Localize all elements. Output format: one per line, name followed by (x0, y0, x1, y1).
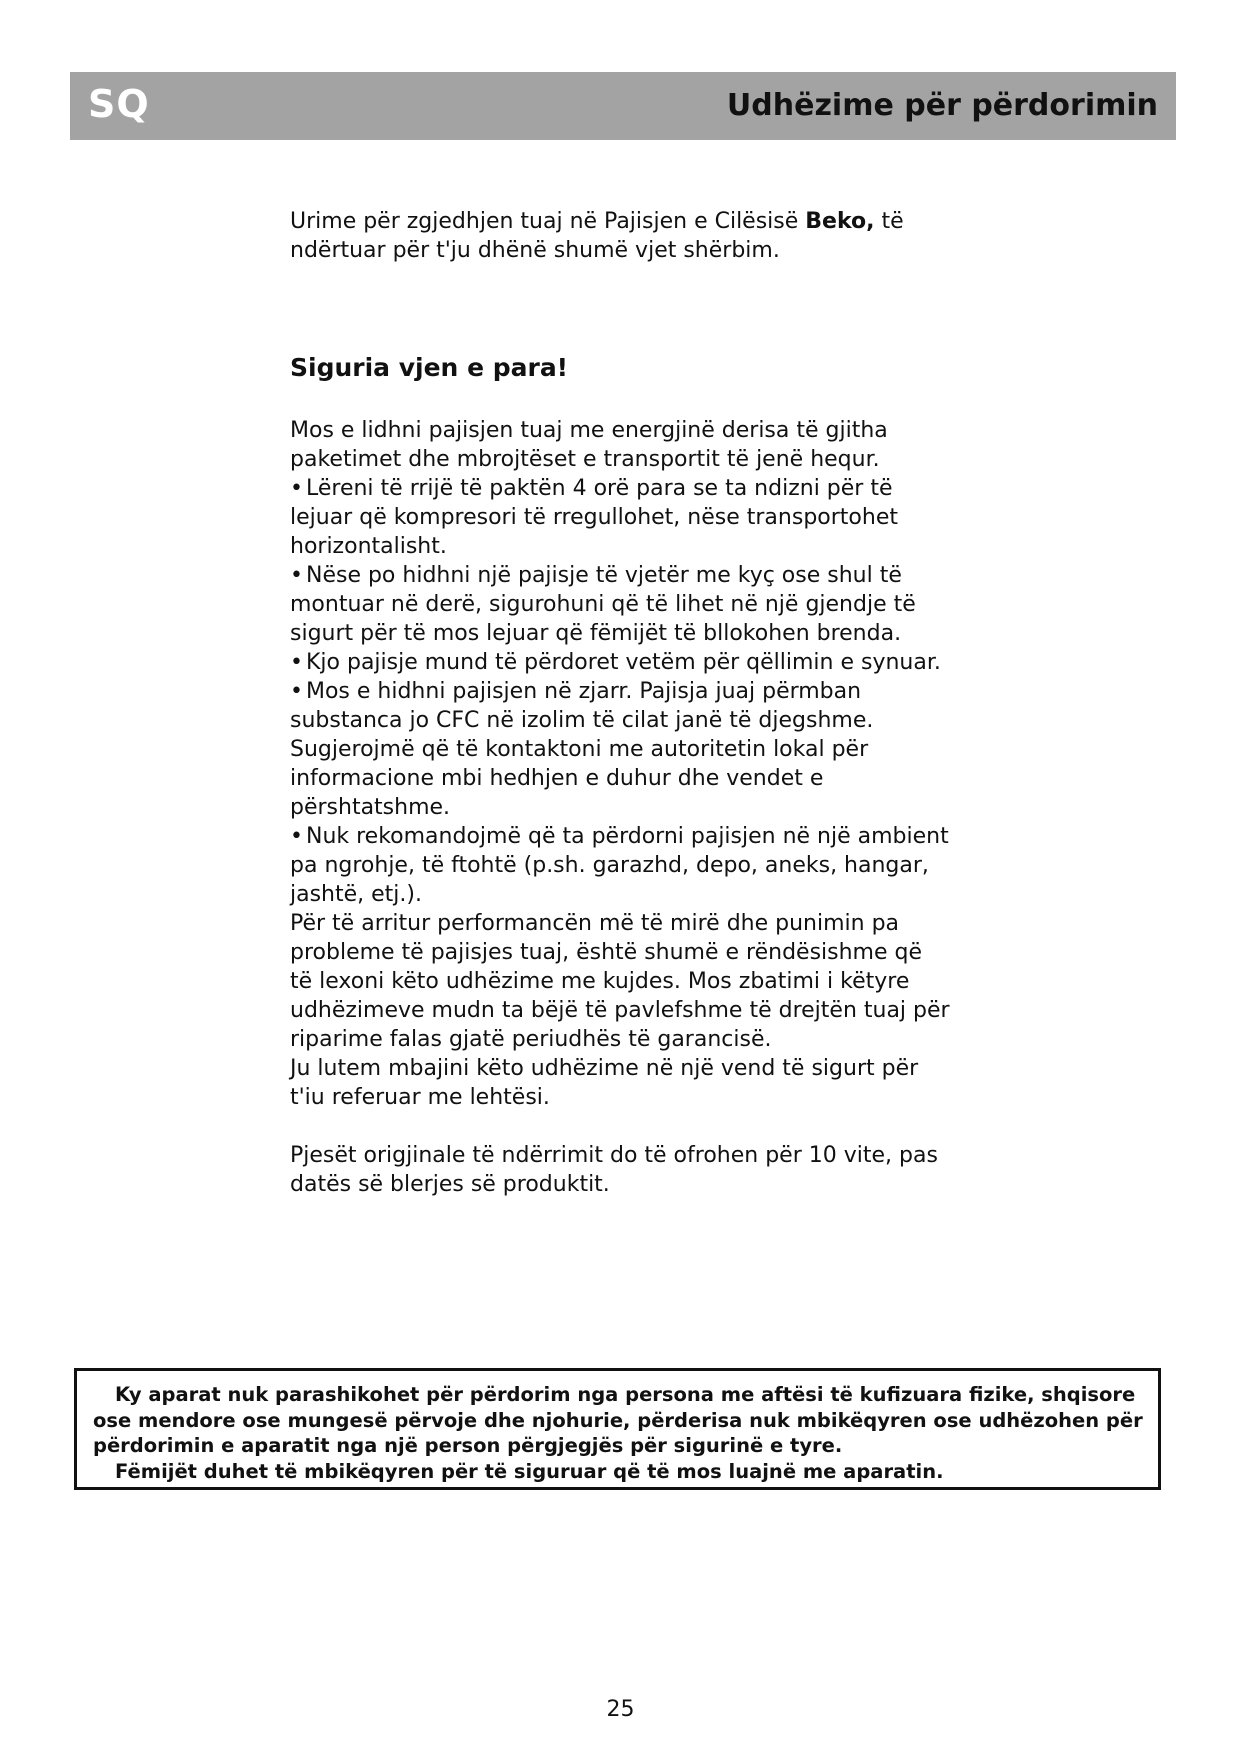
page-number: 25 (606, 1697, 635, 1722)
bullet-marker: • (290, 824, 303, 849)
notice-text-children: Fëmijët duhet të mbikëqyren për të siguruar që të mos luajnë me aparatin. (115, 1459, 944, 1483)
spare-parts-paragraph: Pjesët origjinale të ndërrimit do të ofrohen për 10 vite, pas datës së blerjes së produktit. (290, 1143, 938, 1197)
bullet-marker: • (290, 650, 303, 675)
bullet-text: Nuk rekomandojmë që ta përdorni pajisjen në një ambient pa ngrohje, të ftohtë (p.sh. garazhd, depo, aneks, hangar, jashtë, etj.). (290, 824, 949, 907)
performance-paragraph: Për të arritur performancën më të mirë dhe punimin pa probleme të pajisjes tuaj, është shumë e rëndësishme që të lexoni këto udhëzime me kujdes. Mos zbatimi i këtyre udhëzimeve mudn ta bëjë të pavlefshme të drejtën tuaj për riparime falas gjatë periudhës të garancisë. (290, 911, 950, 1052)
bullet-text: Lëreni të rrijë të paktën 4 orë para se ta ndizni për të lejuar që kompresori të rregullohet, nëse transportohet horizontalisht. (290, 476, 898, 559)
brand-name: Beko, (805, 209, 875, 234)
bullet-marker: • (290, 679, 303, 704)
bullet-marker: • (290, 476, 303, 501)
warning-notice-box (74, 1368, 1161, 1490)
language-code: SQ (88, 82, 150, 126)
document-title: Udhëzime për përdorimin (726, 88, 1158, 123)
bullet-text: Nëse po hidhni një pajisje të vjetër me kyç ose shul të montuar në derë, sigurohuni që të lihet në një gjendje të sigurt për të mos lejuar që fëmijët të bllokohen brenda. (290, 563, 916, 646)
main-content (290, 207, 950, 1199)
bullet-item (290, 474, 950, 561)
header-bar (70, 72, 1176, 140)
bullet-item (290, 822, 950, 909)
intro-text: Urime për zgjedhjen tuaj në Pajisjen e Cilësisë (290, 209, 806, 234)
bullet-text: Mos e hidhni pajisjen në zjarr. Pajisja juaj përmban substanca jo CFC në izolim të cilat janë të djegshme. Sugjerojmë që të kontaktoni me autoritetin lokal për informacione mbi hedhjen e duhur dhe vendet e përshtatshme. (290, 679, 874, 820)
safety-lead-paragraph: Mos e lidhni pajisjen tuaj me energjinë derisa të gjitha paketimet dhe mbrojtëset e transportit të jenë hequr. (290, 418, 888, 472)
bullet-text: Kjo pajisje mund të përdoret vetëm për qëllimin e synuar. (305, 650, 941, 675)
intro-paragraph (290, 207, 950, 265)
keep-instructions-paragraph: Ju lutem mbajini këto udhëzime në një vend të sigurt për t'iu referuar me lehtësi. (290, 1056, 919, 1110)
bullet-item (290, 677, 950, 822)
bullet-item (290, 561, 950, 648)
bullet-item (290, 648, 950, 677)
bullet-marker: • (290, 563, 303, 588)
intro-text-end: të ndërtuar për t'ju dhënë shumë vjet shërbim. (290, 209, 904, 263)
notice-text: Ky aparat nuk parashikohet për përdorim nga persona me aftësi të kufizuara fizike, shqisore ose mendore ose mungesë përvoje dhe njohurie, përderisa nuk mbikëqyren ose udhëzohen për përdorimin e aparatit nga një person përgjegjës për sigurinë e tyre. (93, 1383, 1143, 1457)
section-heading: Siguria vjen e para! (290, 353, 569, 382)
